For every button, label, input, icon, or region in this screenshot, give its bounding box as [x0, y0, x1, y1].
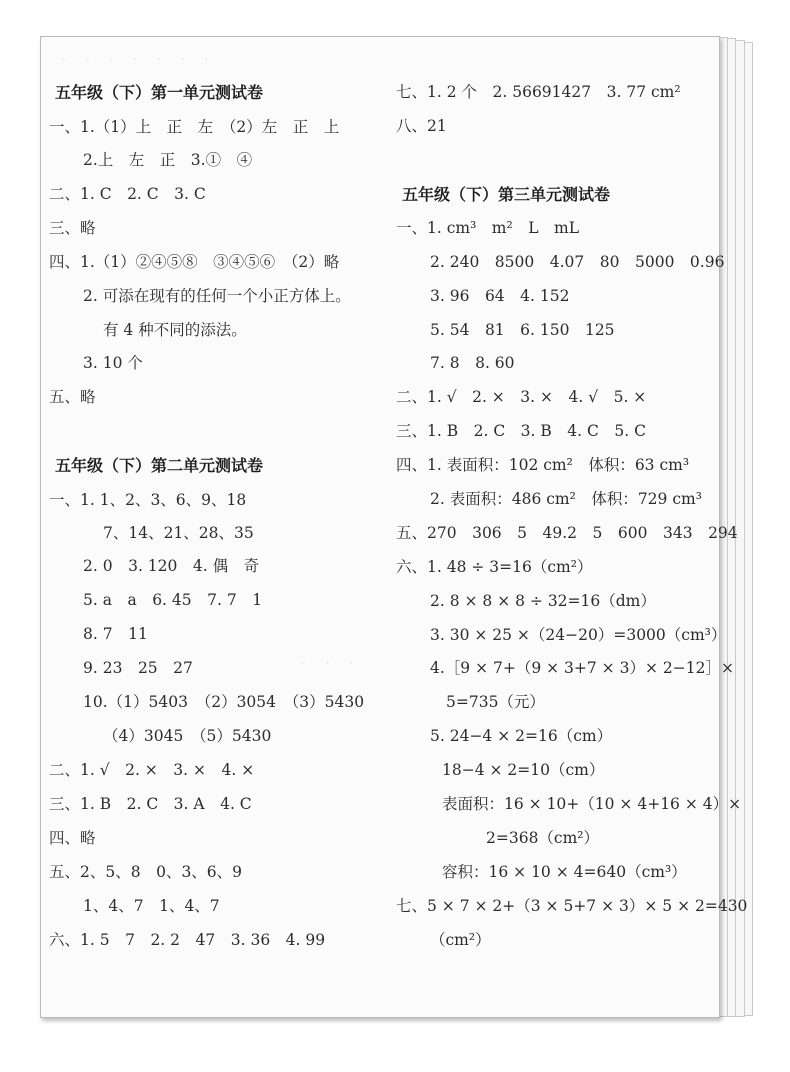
answer-line: （4）3045 （5）5430: [103, 727, 272, 745]
answer-line: 2=368（cm²）: [486, 829, 600, 847]
answer-line: 八、21: [396, 117, 447, 135]
section-heading-unit-3: 五年级（下）第三单元测试卷: [402, 185, 611, 204]
answer-line: 表面积：16 × 10+（10 × 4+16 × 4）×: [442, 795, 742, 813]
answer-line: 2.上 左 正 3.① ④: [83, 151, 253, 169]
answer-line: 7. 8 8. 60: [430, 354, 515, 372]
answer-line: 5=735（元）: [446, 693, 545, 711]
section-heading-unit-1: 五年级（下）第一单元测试卷: [55, 83, 264, 102]
answer-line: 2. 8 × 8 × 8 ÷ 32=16（dm）: [430, 592, 656, 610]
answer-line: 1、4、7 1、4、7: [83, 897, 220, 915]
answer-line: 五、270 306 5 49.2 5 600 343 294: [396, 524, 738, 542]
answer-line: 有 4 种不同的添法。: [103, 321, 247, 339]
answer-line: 一、1. cm³ m² L mL: [396, 219, 580, 237]
bleed-through-texture: · · ·: [301, 653, 355, 674]
answer-line: 5. a a 6. 45 7. 7 1: [83, 591, 263, 609]
answer-line: 2. 240 8500 4.07 80 5000 0.96: [430, 253, 725, 271]
answer-line: 二、1. C 2. C 3. C: [49, 185, 206, 203]
answer-line: 4.［9 × 7+（9 × 3+7 × 3）× 2−12］×: [430, 659, 734, 677]
answer-line: 9. 23 25 27: [83, 659, 193, 677]
answer-line: 3. 10 个: [83, 354, 143, 372]
answer-page: [40, 36, 748, 1018]
answer-line: 10.（1）5403 （2）3054 （3）5430: [83, 693, 365, 711]
answer-line: 四、1.（1）②④⑤⑧ ③④⑤⑥ （2）略: [49, 253, 340, 271]
answer-line: 8. 7 11: [83, 625, 148, 643]
answer-line: 2. 表面积：486 cm² 体积：729 cm³: [430, 490, 702, 508]
answer-line: 二、1. √ 2. × 3. × 4. √ 5. ×: [396, 388, 647, 406]
answer-line: 5. 24−4 × 2=16（cm）: [430, 727, 613, 745]
answer-line: 二、1. √ 2. × 3. × 4. ×: [49, 761, 255, 779]
answer-line: 一、1.（1）上 正 左 （2）左 正 上: [49, 118, 340, 136]
answer-line: 七、5 × 7 × 2+（3 × 5+7 × 3）× 5 × 2=430: [396, 897, 748, 915]
section-heading-unit-2: 五年级（下）第二单元测试卷: [55, 456, 264, 475]
answer-line: 三、1. B 2. C 3. A 4. C: [49, 795, 252, 813]
bleed-through-texture: · · · · · · ·: [61, 49, 210, 70]
answer-line: （cm²）: [430, 931, 491, 949]
answer-line: 18−4 × 2=10（cm）: [442, 761, 605, 779]
answer-line: 四、1. 表面积：102 cm² 体积：63 cm³: [396, 456, 690, 474]
answer-line: 四、略: [49, 829, 96, 847]
answer-line: 7、14、21、28、35: [103, 524, 254, 542]
answer-line: 五、2、5、8 0、3、6、9: [49, 863, 243, 881]
answer-line: 六、1. 5 7 2. 2 47 3. 36 4. 99: [49, 931, 326, 949]
answer-line: 3. 96 64 4. 152: [430, 287, 570, 305]
answer-line: 三、略: [49, 219, 96, 237]
answer-line: 七、1. 2 个 2. 56691427 3. 77 cm²: [396, 83, 681, 101]
answer-line: 2. 0 3. 120 4. 偶 奇: [83, 557, 260, 575]
answer-line: 2. 可添在现有的任何一个小正方体上。: [83, 287, 351, 305]
answer-line: 3. 30 × 25 ×（24−20）=3000（cm³）: [430, 626, 727, 644]
answer-line: 三、1. B 2. C 3. B 4. C 5. C: [396, 422, 646, 440]
answer-line: 容积：16 × 10 × 4=640（cm³）: [442, 863, 687, 881]
answer-line: 5. 54 81 6. 150 125: [430, 321, 615, 339]
answer-line: 一、1. 1、2、3、6、9、18: [49, 491, 247, 509]
answer-line: 六、1. 48 ÷ 3=16（cm²）: [396, 558, 593, 576]
answer-line: 五、略: [49, 388, 96, 406]
